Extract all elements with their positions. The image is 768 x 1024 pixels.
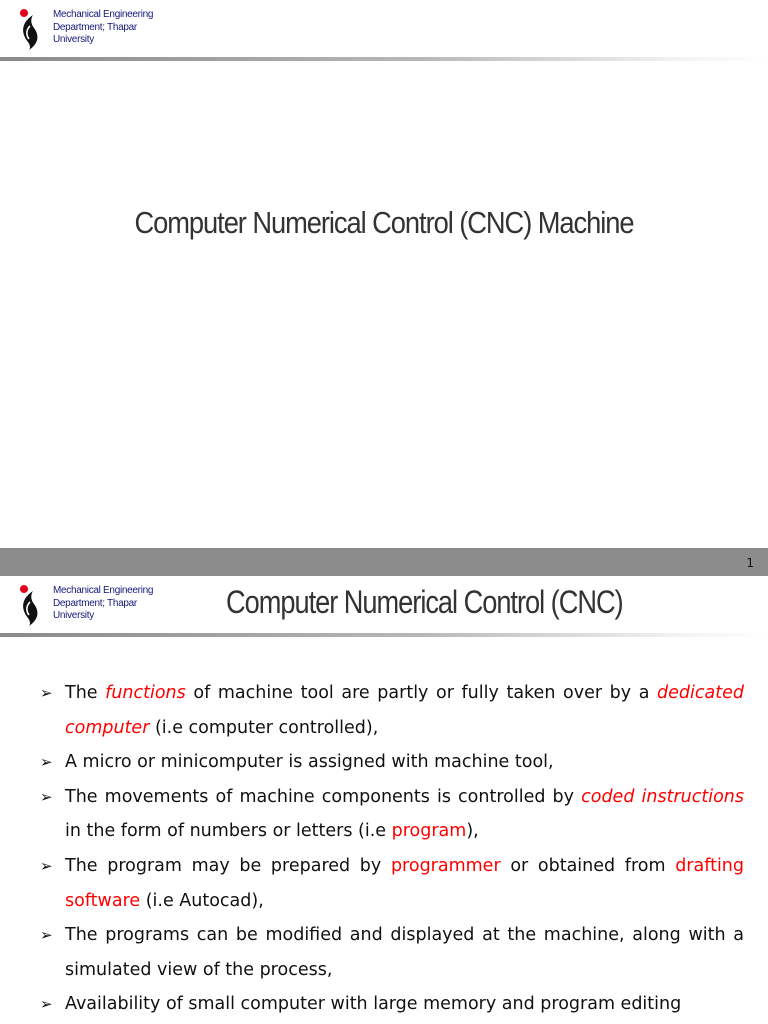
highlight-term: functions [105, 683, 186, 703]
arrow-bullet-icon: ➢ [40, 926, 53, 945]
org-line-1: Mechanical Engineering [53, 9, 154, 20]
highlight-term: dedicated computer [65, 683, 744, 738]
bullet-item: ➢ Availability of small computer with large memory and program editing [40, 987, 744, 1022]
bullet-item: ➢ The programs can be modified and displayed at the machine, along with a simulated view of the process, [40, 918, 744, 987]
bullet-item: ➢ A micro or minicomputer is assigned with machine tool, [40, 745, 744, 780]
bullet-item: ➢ The program may be prepared by programmer or obtained from drafting software (i.e Autocad), [40, 849, 744, 918]
slide-1-title: Computer Numerical Control (CNC) Machine [134, 205, 634, 240]
highlight-term: program [391, 821, 467, 842]
org-line-2: Department; Thapar [53, 597, 137, 609]
org-name [53, 9, 153, 47]
org-name [53, 585, 153, 623]
org-line-3: University [53, 610, 94, 621]
arrow-bullet-icon: ➢ [40, 787, 53, 806]
bullet-list [40, 676, 744, 1022]
slide-separator-bar [0, 548, 768, 576]
arrow-bullet-icon: ➢ [40, 995, 53, 1014]
highlight-term: coded instructions [581, 786, 744, 807]
thapar-logo-icon [18, 584, 46, 626]
thapar-logo-icon [18, 8, 46, 50]
header-divider [0, 57, 768, 61]
slide-2-title: Computer Numerical Control (CNC) [226, 584, 623, 620]
slide-2 [0, 576, 768, 1024]
org-line-1: Mechanical Engineering [53, 585, 154, 596]
bullet-item: ➢ The functions of machine tool are partly or fully taken over by a dedicated computer (i.e computer controlled), [40, 676, 744, 745]
highlight-term: drafting software [65, 855, 745, 911]
org-line-2: Department; Thapar [53, 21, 137, 33]
slide-number: 1 [746, 556, 754, 570]
header-divider [0, 633, 768, 637]
bullet-item: ➢ The movements of machine components is controlled by coded instructions in the form of numbers or letters (i.e program), [40, 780, 744, 849]
highlight-term: programmer [390, 855, 501, 876]
arrow-bullet-icon: ➢ [40, 684, 53, 702]
arrow-bullet-icon: ➢ [40, 753, 53, 772]
org-line-3: University [53, 34, 94, 45]
arrow-bullet-icon: ➢ [40, 856, 53, 875]
